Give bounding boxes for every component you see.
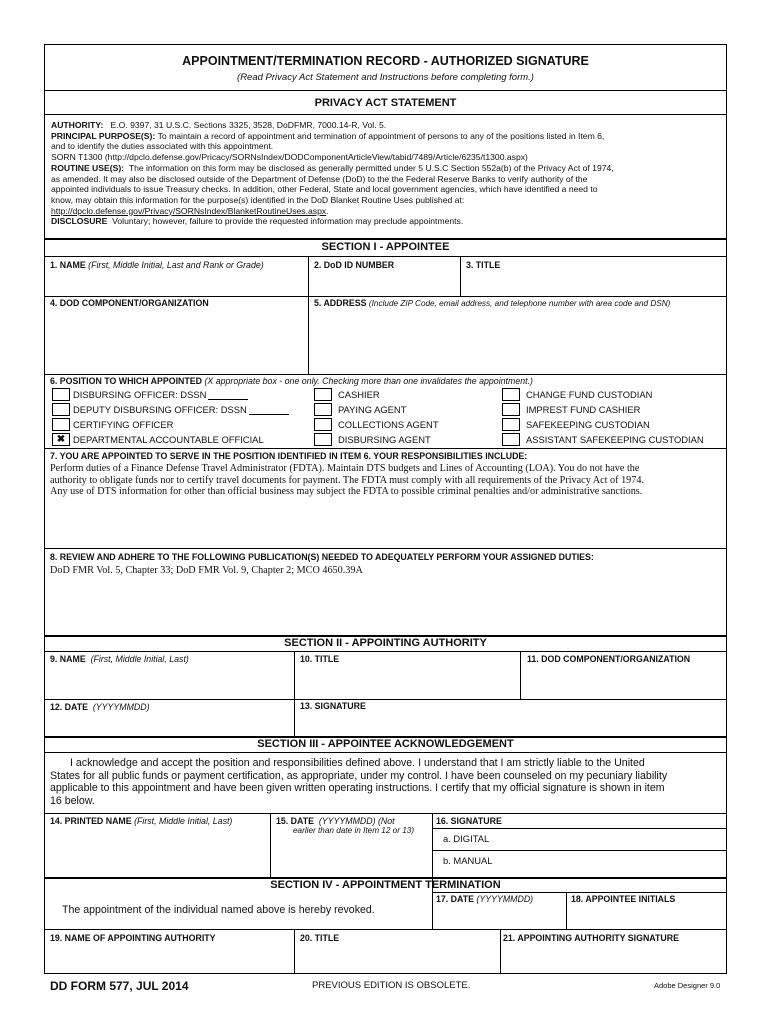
obsolete-notice: PREVIOUS EDITION IS OBSOLETE. <box>312 980 471 991</box>
authority-name-input[interactable] <box>46 666 292 696</box>
checkbox-collections-agent[interactable] <box>314 418 332 431</box>
divider <box>432 828 727 829</box>
dod-id-input[interactable] <box>310 272 460 294</box>
divider <box>44 238 727 240</box>
routine-link[interactable]: http://dpclo.defense.gov/Privacy/SORNsIndex/BlanketRoutineUses.aspx <box>51 205 327 216</box>
appointee-date-input[interactable] <box>272 840 430 876</box>
form-title: APPOINTMENT/TERMINATION RECORD - AUTHORIZED SIGNATURE <box>182 54 589 68</box>
item16b-label: b. MANUAL <box>443 855 493 866</box>
appointee-initials-input[interactable] <box>569 906 724 926</box>
software-note: Adobe Designer 9.0 <box>654 981 721 990</box>
acknowledgement-text: I acknowledge and accept the position and responsibilities defined above. I understand that I am strictly liable to the United States for all public funds or payment certification, as appropriate, under my control. I have been counseled on my pecuniary liability applicable to this appointment and have been given written operating instructions. I certify that my official signature is shown in item 16 below. <box>50 757 668 807</box>
routine-label: ROUTINE USE(S): <box>51 162 125 173</box>
component-input[interactable] <box>46 310 306 372</box>
divider <box>44 752 727 753</box>
checkbox-deputy-disbursing-officer[interactable] <box>52 403 70 416</box>
sorn-text: SORN T1300 (http://dpclo.defense.gov/Pricacy/SORNsIndex/DODComponentArticleView/tabid/7489/Article/6235/t1300.aspx) <box>51 152 528 163</box>
checkbox-cashier[interactable] <box>314 388 332 401</box>
item9-label: 9. NAME (First, Middle Initial, Last) <box>50 654 189 664</box>
dssn-blank[interactable] <box>208 390 248 400</box>
divider <box>44 929 727 930</box>
checkbox-imprest-fund-cashier[interactable] <box>502 403 520 416</box>
termination-date-input[interactable] <box>434 906 564 926</box>
routine-text-3: appointed individuals to issue Treasury checks. In addition, other Federal, State and local government agencies, which have identified a need to <box>51 184 598 195</box>
item21-label: 21. APPOINTING AUTHORITY SIGNATURE <box>503 933 679 943</box>
purpose-text-2: and to identify the duties associated with this appointment. <box>51 141 274 152</box>
option-collections-agent: COLLECTIONS AGENT <box>338 419 439 430</box>
option-paying-agent: PAYING AGENT <box>338 404 407 415</box>
privacy-heading: PRIVACY ACT STATEMENT <box>314 97 457 109</box>
divider <box>44 256 727 257</box>
routine-text-2: as amended. It may also be disclosed outside of the Department of Defense (DoD) to the the Federal Reserve Banks to verify authority of the <box>51 173 588 184</box>
item14-label: 14. PRINTED NAME (First, Middle Initial, Last) <box>50 816 233 826</box>
authority-title-input[interactable] <box>296 666 518 696</box>
option-imprest-fund-cashier: IMPREST FUND CASHIER <box>526 404 641 415</box>
form-subtitle: (Read Privacy Act Statement and Instructions before completing form.) <box>237 72 534 83</box>
divider <box>308 256 309 374</box>
item16a-label: a. DIGITAL <box>443 833 490 844</box>
checkbox-certifying-officer[interactable] <box>52 418 70 431</box>
revoked-text: The appointment of the individual named above is hereby revoked. <box>62 904 375 916</box>
divider <box>294 651 295 737</box>
checkbox-safekeeping-custodian[interactable] <box>502 418 520 431</box>
item15-label: 15. DATE (YYYYMMDD) (Not <box>276 816 395 826</box>
authority-signature-field[interactable] <box>296 714 724 736</box>
divider <box>44 651 727 652</box>
authority-component-input[interactable] <box>522 666 724 696</box>
dssn-blank[interactable] <box>249 405 289 415</box>
divider <box>44 813 727 814</box>
item11-label: 11. DOD COMPONENT/ORGANIZATION <box>527 654 691 664</box>
divider <box>44 374 727 375</box>
publications-text[interactable]: DoD FMR Vol. 5, Chapter 33; DoD FMR Vol. 9, Chapter 2; MCO 4650.39A <box>50 565 363 576</box>
option-change-fund-custodian: CHANGE FUND CUSTODIAN <box>526 389 653 400</box>
terminating-authority-name-input[interactable] <box>46 946 292 972</box>
item7-label: 7. YOU ARE APPOINTED TO SERVE IN THE POSITION IDENTIFIED IN ITEM 6. YOUR RESPONSIBILITIES INCLUDE: <box>50 451 528 461</box>
form-id: DD FORM 577, JUL 2014 <box>50 979 189 993</box>
divider <box>44 296 727 297</box>
item1-label: 1. NAME (First, Middle Initial, Last and Rank or Grade) <box>50 260 264 270</box>
checkbox-departmental-accountable-official[interactable]: ✖ <box>52 433 70 446</box>
item2-label: 2. DoD ID NUMBER <box>314 260 395 270</box>
checkbox-paying-agent[interactable] <box>314 403 332 416</box>
authority-date-input[interactable] <box>46 714 292 736</box>
divider <box>432 813 433 878</box>
routine-text-4: know, may obtain this information for the purpose(s) identified in the DoD Blanket Routine Uses published at: <box>51 194 465 205</box>
terminating-authority-title-input[interactable] <box>296 946 498 972</box>
option-safekeeping-custodian: SAFEKEEPING CUSTODIAN <box>526 419 650 430</box>
responsibilities-text[interactable]: Perform duties of a Finance Defense Travel Administrator (FDTA). Maintain DTS budgets and Lines of Accounting (LOA). You do not have the authority to obligate funds nor to certify travel documents for payment. The FDTA must comply with all requirements of the Privacy Act of 1974. Any use of DTS information for other than official business may subject the FDTA to possible criminal penalties and/or administrative sanctions. <box>50 463 644 497</box>
option-certifying-officer: CERTIFYING OFFICER <box>73 419 174 430</box>
disclosure-text: Voluntary; however, failure to provide the requested information may preclude appointments. <box>112 216 464 227</box>
item20-label: 20. TITLE <box>300 933 340 943</box>
item10-label: 10. TITLE <box>300 654 340 664</box>
item3-label: 3. TITLE <box>466 260 501 270</box>
divider <box>44 114 727 115</box>
privacy-statement: AUTHORITY: E.O. 9397, 31 U.S.C. Sections 3325, 3528, DoDFMR, 7000.14-R, Vol. 5. PRINCIPAL PURPOSE(S): To maintain a record of appointment and termination of appointment of persons to any of the positions listed in Item 6, and to identify the duties associated with this appointment. SORN T1300 (http://dpclo.defense.gov/Pricacy/SORNsIndex/DODComponentArticleView/tabid/7489/Article/6235/t1300.aspx) ROUTINE USE(S): The information on this form may be disclosed as generally permitted under 5 U.S.C Section 552a(b) of the Privacy Act of 1974, as amended. It may also be disclosed outside of the Department of Defense (DoD) to the the Federal Reserve Banks to verify authority of the appointed individuals to issue Treasury checks. In addition, other Federal, State and local government agencies, which have identified a need to know, may obtain this information for the purpose(s) identified in the DoD Blanket Routine Uses published at: http://dpclo.defense.gov/Privacy/SORNsIndex/BlanketRoutineUses.aspx. DISCLOSURE Voluntary; however, failure to provide the requested information may preclude appointments. <box>51 120 721 227</box>
checkbox-disbursing-agent[interactable] <box>314 433 332 446</box>
divider <box>432 892 727 893</box>
option-departmental-accountable-official: DEPARTMENTAL ACCOUNTABLE OFFICIAL <box>73 434 264 445</box>
item6-label: 6. POSITION TO WHICH APPOINTED (X appropriate box - one only. Checking more than one invalidates the appointment.) <box>50 376 533 386</box>
divider <box>44 448 727 449</box>
option-disbursing-agent: DISBURSING AGENT <box>338 434 431 445</box>
divider <box>44 699 727 700</box>
item19-label: 19. NAME OF APPOINTING AUTHORITY <box>50 933 216 943</box>
divider <box>294 929 295 974</box>
divider <box>566 892 567 929</box>
divider <box>520 651 521 699</box>
section1-heading: SECTION I - APPOINTEE <box>321 241 450 253</box>
divider <box>270 813 271 878</box>
item17-label: 17. DATE (YYYYMMDD) <box>436 894 534 904</box>
routine-text-1: The information on this form may be disclosed as generally permitted under 5 U.S.C Section 552a(b) of the Privacy Act of 1974, <box>128 162 614 173</box>
authority-label: AUTHORITY: <box>51 120 104 130</box>
authority-text: E.O. 9397, 31 U.S.C. Sections 3325, 3528, DoDFMR, 7000.14-R, Vol. 5. <box>110 120 387 130</box>
manual-signature-field[interactable] <box>500 852 724 874</box>
name-input[interactable] <box>46 272 306 294</box>
digital-signature-field[interactable] <box>500 830 724 848</box>
divider <box>460 256 461 296</box>
section2-heading: SECTION II - APPOINTING AUTHORITY <box>284 637 487 649</box>
title-input[interactable] <box>462 272 724 294</box>
printed-name-input[interactable] <box>46 830 268 876</box>
checkbox-assistant-safekeeping-custodian[interactable] <box>502 433 520 446</box>
divider <box>432 850 727 851</box>
item8-label: 8. REVIEW AND ADHERE TO THE FOLLOWING PUBLICATION(S) NEEDED TO ADEQUATELY PERFORM YOUR ASSIGNED DUTIES: <box>50 552 594 562</box>
checkbox-disbursing-officer[interactable] <box>52 388 70 401</box>
option-disbursing-officer: DISBURSING OFFICER: DSSN <box>73 389 248 400</box>
section3-heading: SECTION III - APPOINTEE ACKNOWLEDGEMENT <box>257 738 514 750</box>
checkbox-change-fund-custodian[interactable] <box>502 388 520 401</box>
item13-label: 13. SIGNATURE <box>300 701 366 711</box>
terminating-authority-signature-field[interactable] <box>502 946 724 972</box>
divider <box>44 548 727 549</box>
option-deputy-disbursing-officer: DEPUTY DISBURSING OFFICER: DSSN <box>73 404 289 415</box>
divider <box>44 90 727 91</box>
item5-label: 5. ADDRESS (Include ZIP Code, email address, and telephone number with area code and DSN) <box>314 298 671 308</box>
option-cashier: CASHIER <box>338 389 380 400</box>
purpose-text-1: To maintain a record of appointment and termination of appointment of persons to any of the positions listed in Item 6, <box>157 130 605 141</box>
purpose-label: PRINCIPAL PURPOSE(S): <box>51 130 156 141</box>
item15-hint: earlier than date in Item 12 or 13) <box>293 826 415 835</box>
item18-label: 18. APPOINTEE INITIALS <box>571 894 676 904</box>
divider <box>500 929 501 974</box>
divider <box>432 877 433 929</box>
item12-label: 12. DATE (YYYYMMDD) <box>50 702 150 712</box>
address-input[interactable] <box>310 310 724 372</box>
item16-label: 16. SIGNATURE <box>436 816 502 826</box>
item4-label: 4. DOD COMPONENT/ORGANIZATION <box>50 298 209 308</box>
section4-heading: SECTION IV - APPOINTMENT TERMINATION <box>270 879 501 891</box>
option-assistant-safekeeping-custodian: ASSISTANT SAFEKEEPING CUSTODIAN <box>526 434 704 445</box>
disclosure-label: DISCLOSURE <box>51 216 108 227</box>
